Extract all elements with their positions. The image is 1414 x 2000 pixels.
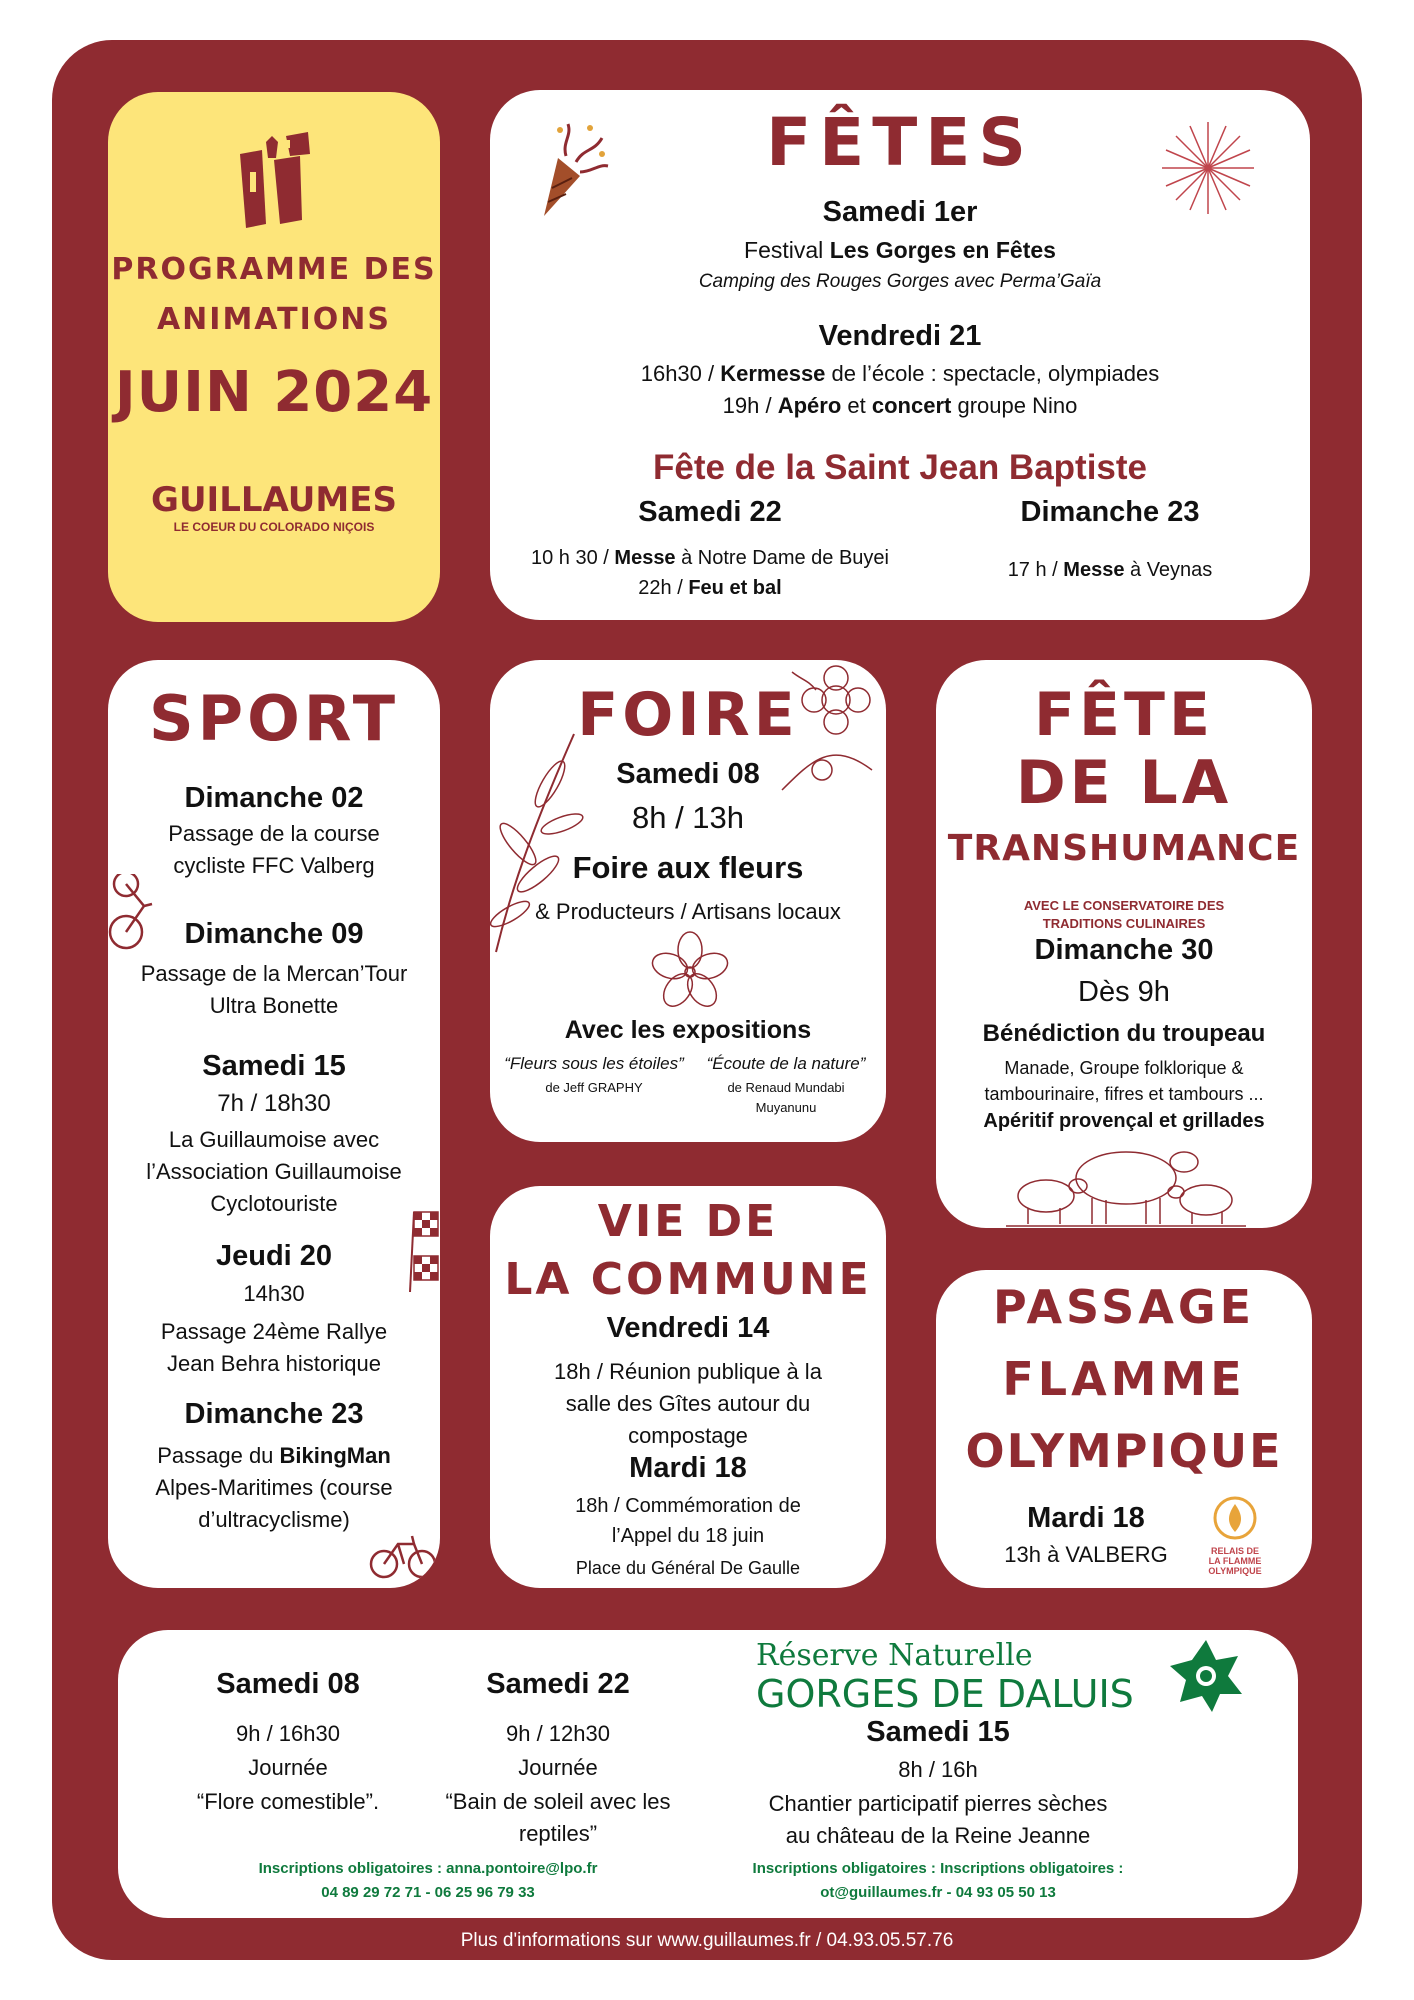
foire-day: Samedi 08 bbox=[616, 758, 760, 790]
sport-d3-l3: Cyclotouriste bbox=[210, 1191, 338, 1216]
flamme-card bbox=[936, 1270, 1312, 1588]
transhumance-sub1: AVEC LE CONSERVATOIRE DES bbox=[1023, 898, 1225, 913]
fetes-e2-l2-bold1: Apéro bbox=[777, 393, 842, 418]
fetes-e1-line1-bold: Les Gorges en Fêtes bbox=[829, 237, 1056, 263]
bicycle-icon bbox=[368, 1532, 438, 1582]
transhumance-t1: FÊTE bbox=[1034, 680, 1214, 750]
sat-l1-time: 10 h 30 / bbox=[531, 547, 615, 569]
sport-d1: Dimanche 02 bbox=[184, 782, 364, 814]
fetes-e1-line1 bbox=[490, 234, 1310, 266]
sun-l1-bold: Messe bbox=[1063, 559, 1125, 581]
programme-month: JUIN 2024 bbox=[114, 360, 434, 425]
sat-l2-bold: Feu et bal bbox=[688, 577, 782, 599]
brand-name: GUILLAUMES bbox=[151, 480, 397, 520]
saint-jean-sat-day: Samedi 22 bbox=[638, 496, 782, 528]
flower-icon bbox=[650, 930, 730, 1010]
sport-d3: Samedi 15 bbox=[202, 1050, 346, 1082]
reserve-brand2: GORGES DE DALUIS bbox=[756, 1672, 1134, 1716]
reserve-ins1-a: Inscriptions obligatoires : anna.pontoire@lpo.fr bbox=[258, 1860, 598, 1877]
reserve-c-l1: Chantier participatif pierres sèches bbox=[768, 1791, 1108, 1816]
transhumance-l3: Apéritif provençal et grillades bbox=[983, 1110, 1265, 1132]
commune-d2-l1: 18h / Commémoration de bbox=[575, 1495, 801, 1517]
flamme-time: 13h à VALBERG bbox=[1004, 1542, 1168, 1567]
reserve-b-l3: reptiles” bbox=[518, 1821, 598, 1846]
sport-d1-l2: cycliste FFC Valberg bbox=[173, 853, 375, 878]
flamme-t1: PASSAGE bbox=[992, 1280, 1256, 1334]
foire-headline: Foire aux fleurs bbox=[572, 850, 804, 885]
transhumance-time: Dès 9h bbox=[1078, 976, 1170, 1008]
commune-d2-l2: l’Appel du 18 juin bbox=[611, 1525, 765, 1547]
reserve-c-time: 8h / 16h bbox=[898, 1757, 978, 1782]
sport-title: SPORT bbox=[148, 682, 400, 755]
commune-card bbox=[490, 1186, 886, 1588]
sport-d5-l3: d’ultracyclisme) bbox=[198, 1507, 350, 1532]
foire-expo1: “Fleurs sous les étoiles” bbox=[504, 1054, 684, 1073]
reserve-c-l2: au château de la Reine Jeanne bbox=[785, 1823, 1091, 1848]
sport-d3-l2: l’Association Guillaumoise bbox=[146, 1159, 402, 1184]
reserve-c-day: Samedi 15 bbox=[866, 1716, 1010, 1748]
reserve-a-l2: “Flore comestible”. bbox=[196, 1789, 380, 1814]
flamme-logo1: RELAIS DE bbox=[1210, 1546, 1259, 1556]
transhumance-t2: DE LA bbox=[1015, 748, 1233, 818]
foire-expo: Avec les expositions bbox=[564, 1016, 812, 1044]
reserve-a-time: 9h / 16h30 bbox=[236, 1721, 340, 1746]
transhumance-card bbox=[936, 660, 1312, 1228]
flamme-day: Mardi 18 bbox=[1027, 1502, 1145, 1534]
brand-tagline: LE COEUR DU COLORADO NIÇOIS bbox=[173, 520, 375, 534]
saint-jean-sat-l1 bbox=[510, 542, 910, 574]
sport-card bbox=[108, 660, 440, 1588]
fetes-e2-l1-bold: Kermesse bbox=[720, 361, 826, 386]
programme-line1: PROGRAMME DES bbox=[111, 252, 437, 287]
fetes-e1-day: Samedi 1er bbox=[822, 196, 978, 228]
foire-sub: & Producteurs / Artisans locaux bbox=[535, 899, 841, 924]
fetes-title: FÊTES bbox=[766, 104, 1034, 181]
sport-d3-l1: La Guillaumoise avec bbox=[168, 1127, 380, 1152]
fetes-e2-l2-rest: groupe Nino bbox=[951, 393, 1078, 418]
foire-by2b: Muyanunu bbox=[755, 1100, 817, 1115]
reserve-brand1: Réserve Naturelle bbox=[756, 1638, 1033, 1673]
commune-d1-l1: 18h / Réunion publique à la bbox=[554, 1359, 822, 1384]
saint-jean-title: Fête de la Saint Jean Baptiste bbox=[652, 448, 1148, 487]
fetes-e2-l1-time: 16h30 / bbox=[640, 361, 721, 386]
fetes-e2-l2-mid: et bbox=[841, 393, 872, 418]
sport-d4-l2: Jean Behra historique bbox=[166, 1351, 382, 1376]
commune-d1: Vendredi 14 bbox=[606, 1312, 770, 1344]
footer-info: Plus d'informations sur www.guillaumes.fr / 04.93.05.57.76 bbox=[460, 1930, 954, 1951]
sport-d2: Dimanche 09 bbox=[184, 918, 364, 950]
sport-d4: Jeudi 20 bbox=[215, 1240, 333, 1272]
reserve-ins2-a: Inscriptions obligatoires : Inscriptions obligatoires : bbox=[752, 1860, 1124, 1877]
sport-d5-l2: Alpes-Maritimes (course bbox=[155, 1475, 393, 1500]
saint-jean-sat-l2 bbox=[510, 572, 910, 604]
foire-expo2: “Écoute de la nature” bbox=[706, 1054, 866, 1073]
flamme-t3: OLYMPIQUE bbox=[965, 1424, 1283, 1478]
sport-d1-l1: Passage de la course bbox=[168, 821, 380, 846]
fetes-e2-day: Vendredi 21 bbox=[818, 320, 982, 352]
sport-d5-l1-pre: Passage du bbox=[157, 1443, 280, 1468]
foire-title: FOIRE bbox=[577, 680, 799, 750]
reserve-ins1-b: 04 89 29 72 71 - 06 25 96 79 33 bbox=[321, 1884, 535, 1901]
programme-line2: ANIMATIONS bbox=[156, 302, 392, 337]
transhumance-day: Dimanche 30 bbox=[1034, 934, 1214, 966]
sun-l1-time: 17 h / bbox=[1007, 559, 1064, 581]
sun-l1-rest: à Veynas bbox=[1124, 559, 1213, 581]
flamme-logo2: LA FLAMME bbox=[1208, 1556, 1262, 1566]
reserve-b-day: Samedi 22 bbox=[486, 1668, 630, 1700]
fetes-e2-l1-rest: de l’école : spectacle, olympiades bbox=[825, 361, 1160, 386]
fetes-e2-line2 bbox=[490, 390, 1310, 422]
sat-l1-bold: Messe bbox=[614, 547, 676, 569]
fetes-e1-line2: Camping des Rouges Gorges avec Perma’Gaïa bbox=[698, 271, 1102, 292]
sport-d2-l1: Passage de la Mercan’Tour bbox=[140, 961, 408, 986]
fetes-e2-line1 bbox=[490, 358, 1310, 390]
commune-d1-l2: salle des Gîtes autour du bbox=[565, 1391, 811, 1416]
reserve-a-day: Samedi 08 bbox=[216, 1668, 360, 1700]
fetes-e1-line1-pre: Festival bbox=[744, 237, 830, 263]
saint-jean-sun-day: Dimanche 23 bbox=[1020, 496, 1200, 528]
commune-d2-l3: Place du Général De Gaulle bbox=[575, 1558, 801, 1578]
saint-jean-sun-l1 bbox=[930, 554, 1290, 586]
programme-card bbox=[108, 92, 440, 622]
flamme-t2: FLAMME bbox=[1002, 1352, 1246, 1406]
commune-d1-l3: compostage bbox=[628, 1423, 748, 1448]
reserve-b-time: 9h / 12h30 bbox=[506, 1721, 610, 1746]
foire-by1: de Jeff GRAPHY bbox=[545, 1080, 643, 1095]
reserve-star-icon bbox=[1168, 1638, 1244, 1714]
fetes-e2-l2-bold2: concert bbox=[871, 393, 952, 418]
sport-d4-l1: Passage 24ème Rallye bbox=[160, 1319, 388, 1344]
sat-l1-rest: à Notre Dame de Buyei bbox=[675, 547, 889, 569]
sport-d5: Dimanche 23 bbox=[184, 1398, 364, 1430]
sport-d3-time: 7h / 18h30 bbox=[217, 1090, 331, 1117]
sheep-icon bbox=[1006, 1138, 1246, 1228]
fetes-card bbox=[490, 90, 1310, 620]
castle-logo-icon bbox=[236, 132, 312, 232]
reserve-card bbox=[118, 1630, 1298, 1918]
olympic-flame-icon bbox=[1192, 1496, 1278, 1576]
commune-d2: Mardi 18 bbox=[629, 1452, 747, 1484]
foire-time: 8h / 13h bbox=[631, 800, 745, 835]
fetes-e2-l2-time: 19h / bbox=[722, 393, 778, 418]
sport-d4-time: 14h30 bbox=[243, 1281, 305, 1306]
sport-d5-l1 bbox=[108, 1440, 440, 1472]
transhumance-l1: Manade, Groupe folklorique & bbox=[1004, 1058, 1244, 1078]
reserve-a-l1: Journée bbox=[248, 1755, 328, 1780]
sat-l2-time: 22h / bbox=[638, 577, 689, 599]
foire-by2a: de Renaud Mundabi bbox=[727, 1080, 845, 1095]
reserve-b-l1: Journée bbox=[518, 1755, 598, 1780]
flamme-logo3: OLYMPIQUE bbox=[1208, 1566, 1262, 1576]
reserve-b-l2: “Bain de soleil avec les bbox=[445, 1789, 671, 1814]
commune-t1: VIE DE bbox=[597, 1196, 779, 1247]
transhumance-t3: TRANSHUMANCE bbox=[947, 828, 1301, 869]
foire-card bbox=[490, 660, 886, 1142]
reserve-ins2-b: ot@guillaumes.fr - 04 93 05 50 13 bbox=[820, 1884, 1056, 1901]
sport-d2-l2: Ultra Bonette bbox=[209, 993, 339, 1018]
sport-d5-l1-bold: BikingMan bbox=[279, 1443, 391, 1468]
transhumance-l2: tambourinaire, fifres et tambours ... bbox=[984, 1084, 1264, 1104]
transhumance-sub2: TRADITIONS CULINAIRES bbox=[1042, 916, 1206, 931]
commune-t2: LA COMMUNE bbox=[504, 1254, 872, 1305]
transhumance-headline: Bénédiction du troupeau bbox=[982, 1020, 1266, 1047]
